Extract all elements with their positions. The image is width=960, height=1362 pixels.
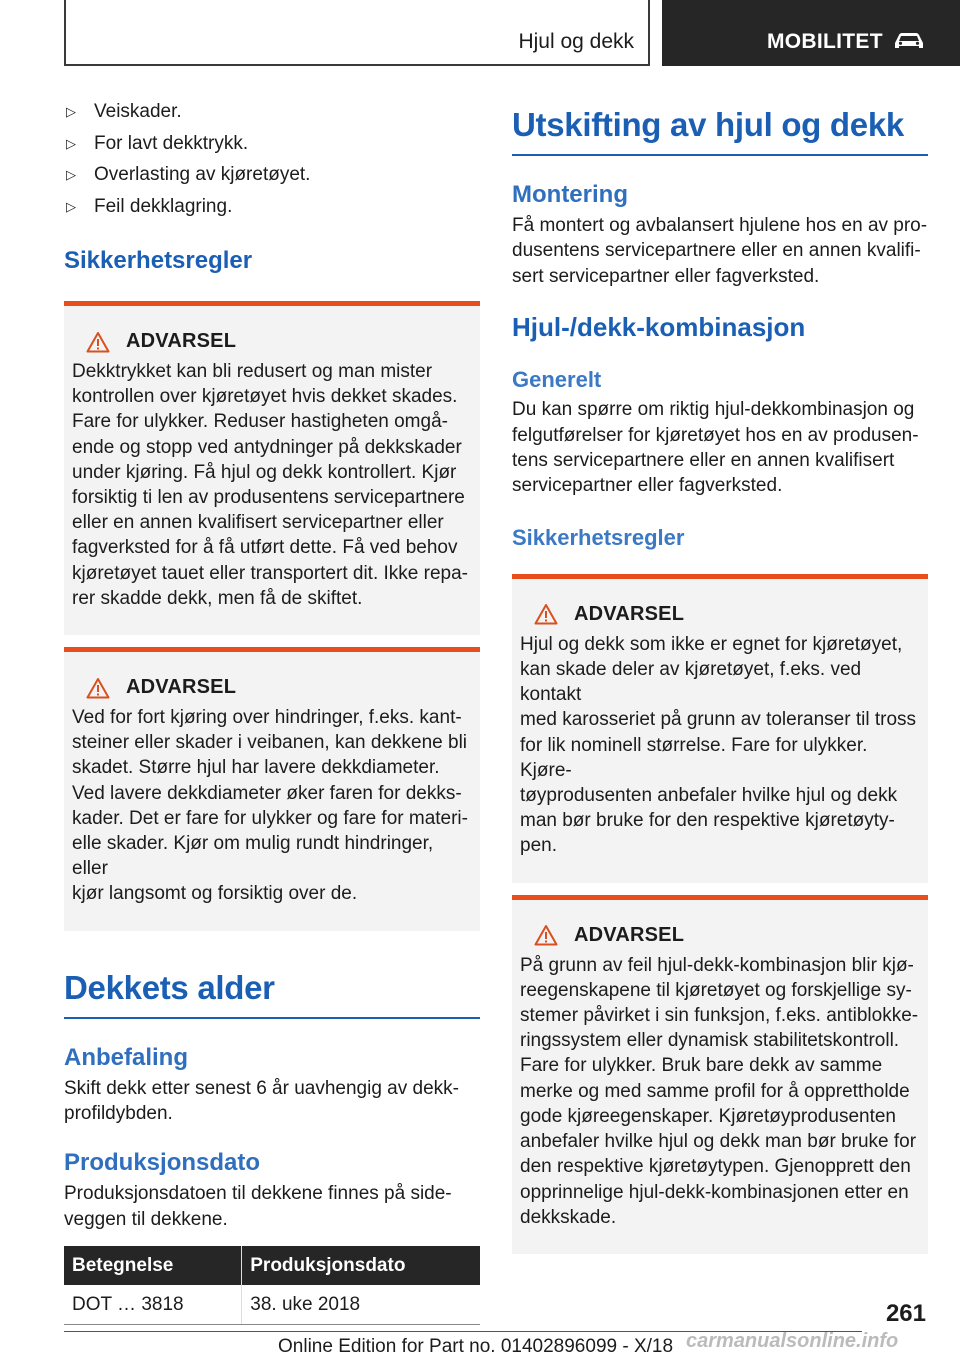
list-item: ▷ Overlasting av kjøretøyet. xyxy=(64,159,480,191)
warning-box xyxy=(512,895,928,1254)
triangle-bullet-icon: ▷ xyxy=(66,198,76,214)
general-heading: Generelt xyxy=(512,367,602,393)
car-icon xyxy=(892,31,926,51)
mounting-text: Få montert og avbalansert hjulene hos en av pro- dusentens servicepartnere eller en annen kvalifi- sert servicepartner eller fagverksted. xyxy=(512,215,928,287)
warning-title: ADVARSEL xyxy=(574,923,685,946)
table-cell: DOT … 3818 xyxy=(64,1285,242,1324)
triangle-bullet-icon: ▷ xyxy=(66,135,76,151)
triangle-bullet-icon: ▷ xyxy=(66,167,76,182)
page-number: 261 xyxy=(885,1300,926,1327)
page-header xyxy=(0,0,960,66)
recommendation-heading: Anbefaling xyxy=(64,1043,188,1071)
table-row xyxy=(64,1285,480,1324)
warning-text: Hjul og dekk som ikke er egnet for kjøretøyet, kan skade deler av kjøretøyet, f.eks. ved kontakt med karosseriet på grunn av toleranser til tross for lik nominell størrelse. Fare for ulykker. Kjøre- tøyprodusenten anbefaler hvilke hjul og dekk man bør bruke for den respektive kjøretøyty- pen. xyxy=(520,633,917,857)
chapter-tab xyxy=(64,0,650,66)
chapter-title: Hjul og dekk xyxy=(518,30,634,53)
warning-triangle-icon xyxy=(534,603,558,625)
section-tab xyxy=(662,0,960,66)
section-title-tire-age: Dekkets alder xyxy=(64,969,480,1019)
list-item: ▷ Feil dekklagring. xyxy=(64,191,480,223)
warning-text: På grunn av feil hjul-dekk-kombinasjon blir kjø- reegenskapene til kjøretøyet og forskjellige sy- stemer påvirket i sin funksjon, f.eks. antiblokke- ringssystem eller dynamisk stabilitetskontroll. Fare for ulykker. Bruk bare dekk av samme merke og med samme profil for å opprettholde gode kjøreegenskaper. Kjøretøyprodusenten anbefaler hvilke hjul og dekk man bør bruke for den respektive kjøretøytypen. Gjenopprett den opprinnelige hjul-dekk-kombinasjonen etter en dekkskade. xyxy=(520,954,919,1228)
combination-heading: Hjul-/dekk-kombinasjon xyxy=(512,312,806,343)
safety-heading: Sikkerhetsregler xyxy=(512,524,685,550)
warning-box xyxy=(512,574,928,883)
column-header: Betegnelse xyxy=(64,1246,242,1285)
production-date-heading: Produksjonsdato xyxy=(64,1149,261,1177)
mounting-heading: Montering xyxy=(512,181,628,208)
table-cell: 38. uke 2018 xyxy=(242,1285,480,1324)
warning-box xyxy=(64,301,480,635)
list-item: ▷ For lavt dekktrykk. xyxy=(64,128,480,160)
list-item: ▷ Veiskader. xyxy=(64,96,480,128)
triangle-bullet-icon: ▷ xyxy=(66,104,76,119)
left-column xyxy=(64,96,480,1325)
recommendation-text: Skift dekk etter senest 6 år uavhengig av dekk- profildybden. xyxy=(64,1077,459,1125)
warning-triangle-icon xyxy=(86,331,110,353)
warning-title: ADVARSEL xyxy=(574,602,685,625)
warning-triangle-icon xyxy=(534,924,558,946)
right-column xyxy=(512,96,928,1254)
column-header: Produksjonsdato xyxy=(242,1246,480,1285)
dot-table xyxy=(64,1246,480,1325)
warning-triangle-icon xyxy=(86,677,110,699)
general-text: Du kan spørre om riktig hjul-dekkombinasjon og felgutførelser for kjøretøyet hos en av produsen- tens servicepartnere eller en annen kvalifisert servicepartner eller fagverksted. xyxy=(512,399,919,497)
safety-heading: Sikkerhetsregler xyxy=(64,247,253,274)
edition-note: Online Edition for Part no. 01402896099 - X/18 xyxy=(278,1336,674,1357)
warning-text: Dekktrykket kan bli redusert og man mister kontrollen over kjøretøyet hvis dekket skades. Fare for ulykker. Reduser hastigheten omgå- ende og stopp ved antydninger på dekkskader under kjøring. Få hjul og dekk kontrollert. Kjør forsiktig ti len av produsentens servicepartnere eller en annen kvalifisert servicepartner eller fagverksted for å få utført dette. Få ved behov kjøretøyet tauet eller transportert dit. Ikke repa- rer skadde dekk, men få de skiftet. xyxy=(72,361,468,609)
section-title-replacement: Utskifting av hjul og dekk xyxy=(512,106,928,156)
section-title: MOBILITET xyxy=(767,30,883,53)
warning-title: ADVARSEL xyxy=(126,330,237,352)
watermark: carmanualsonline.info xyxy=(686,1330,899,1352)
warning-box xyxy=(64,647,480,931)
production-date-text: Produksjonsdatoen til dekkene finnes på side- veggen til dekkene. xyxy=(64,1183,452,1230)
warning-title: ADVARSEL xyxy=(126,676,237,699)
warning-text: Ved for fort kjøring over hindringer, f.eks. kant- steiner eller skader i veibanen, kan dekkene bli skadet. Større hjul har lavere dekkdiameter. Ved lavere dekkdiameter øker faren for dekks- kader. Det er fare for ulykker og fare for materi- elle skader. Kjør om mulig rundt hindringer, eller kjør langsomt og forsiktig over de. xyxy=(72,707,468,905)
table-header-row xyxy=(64,1246,480,1285)
cause-list xyxy=(64,96,480,222)
